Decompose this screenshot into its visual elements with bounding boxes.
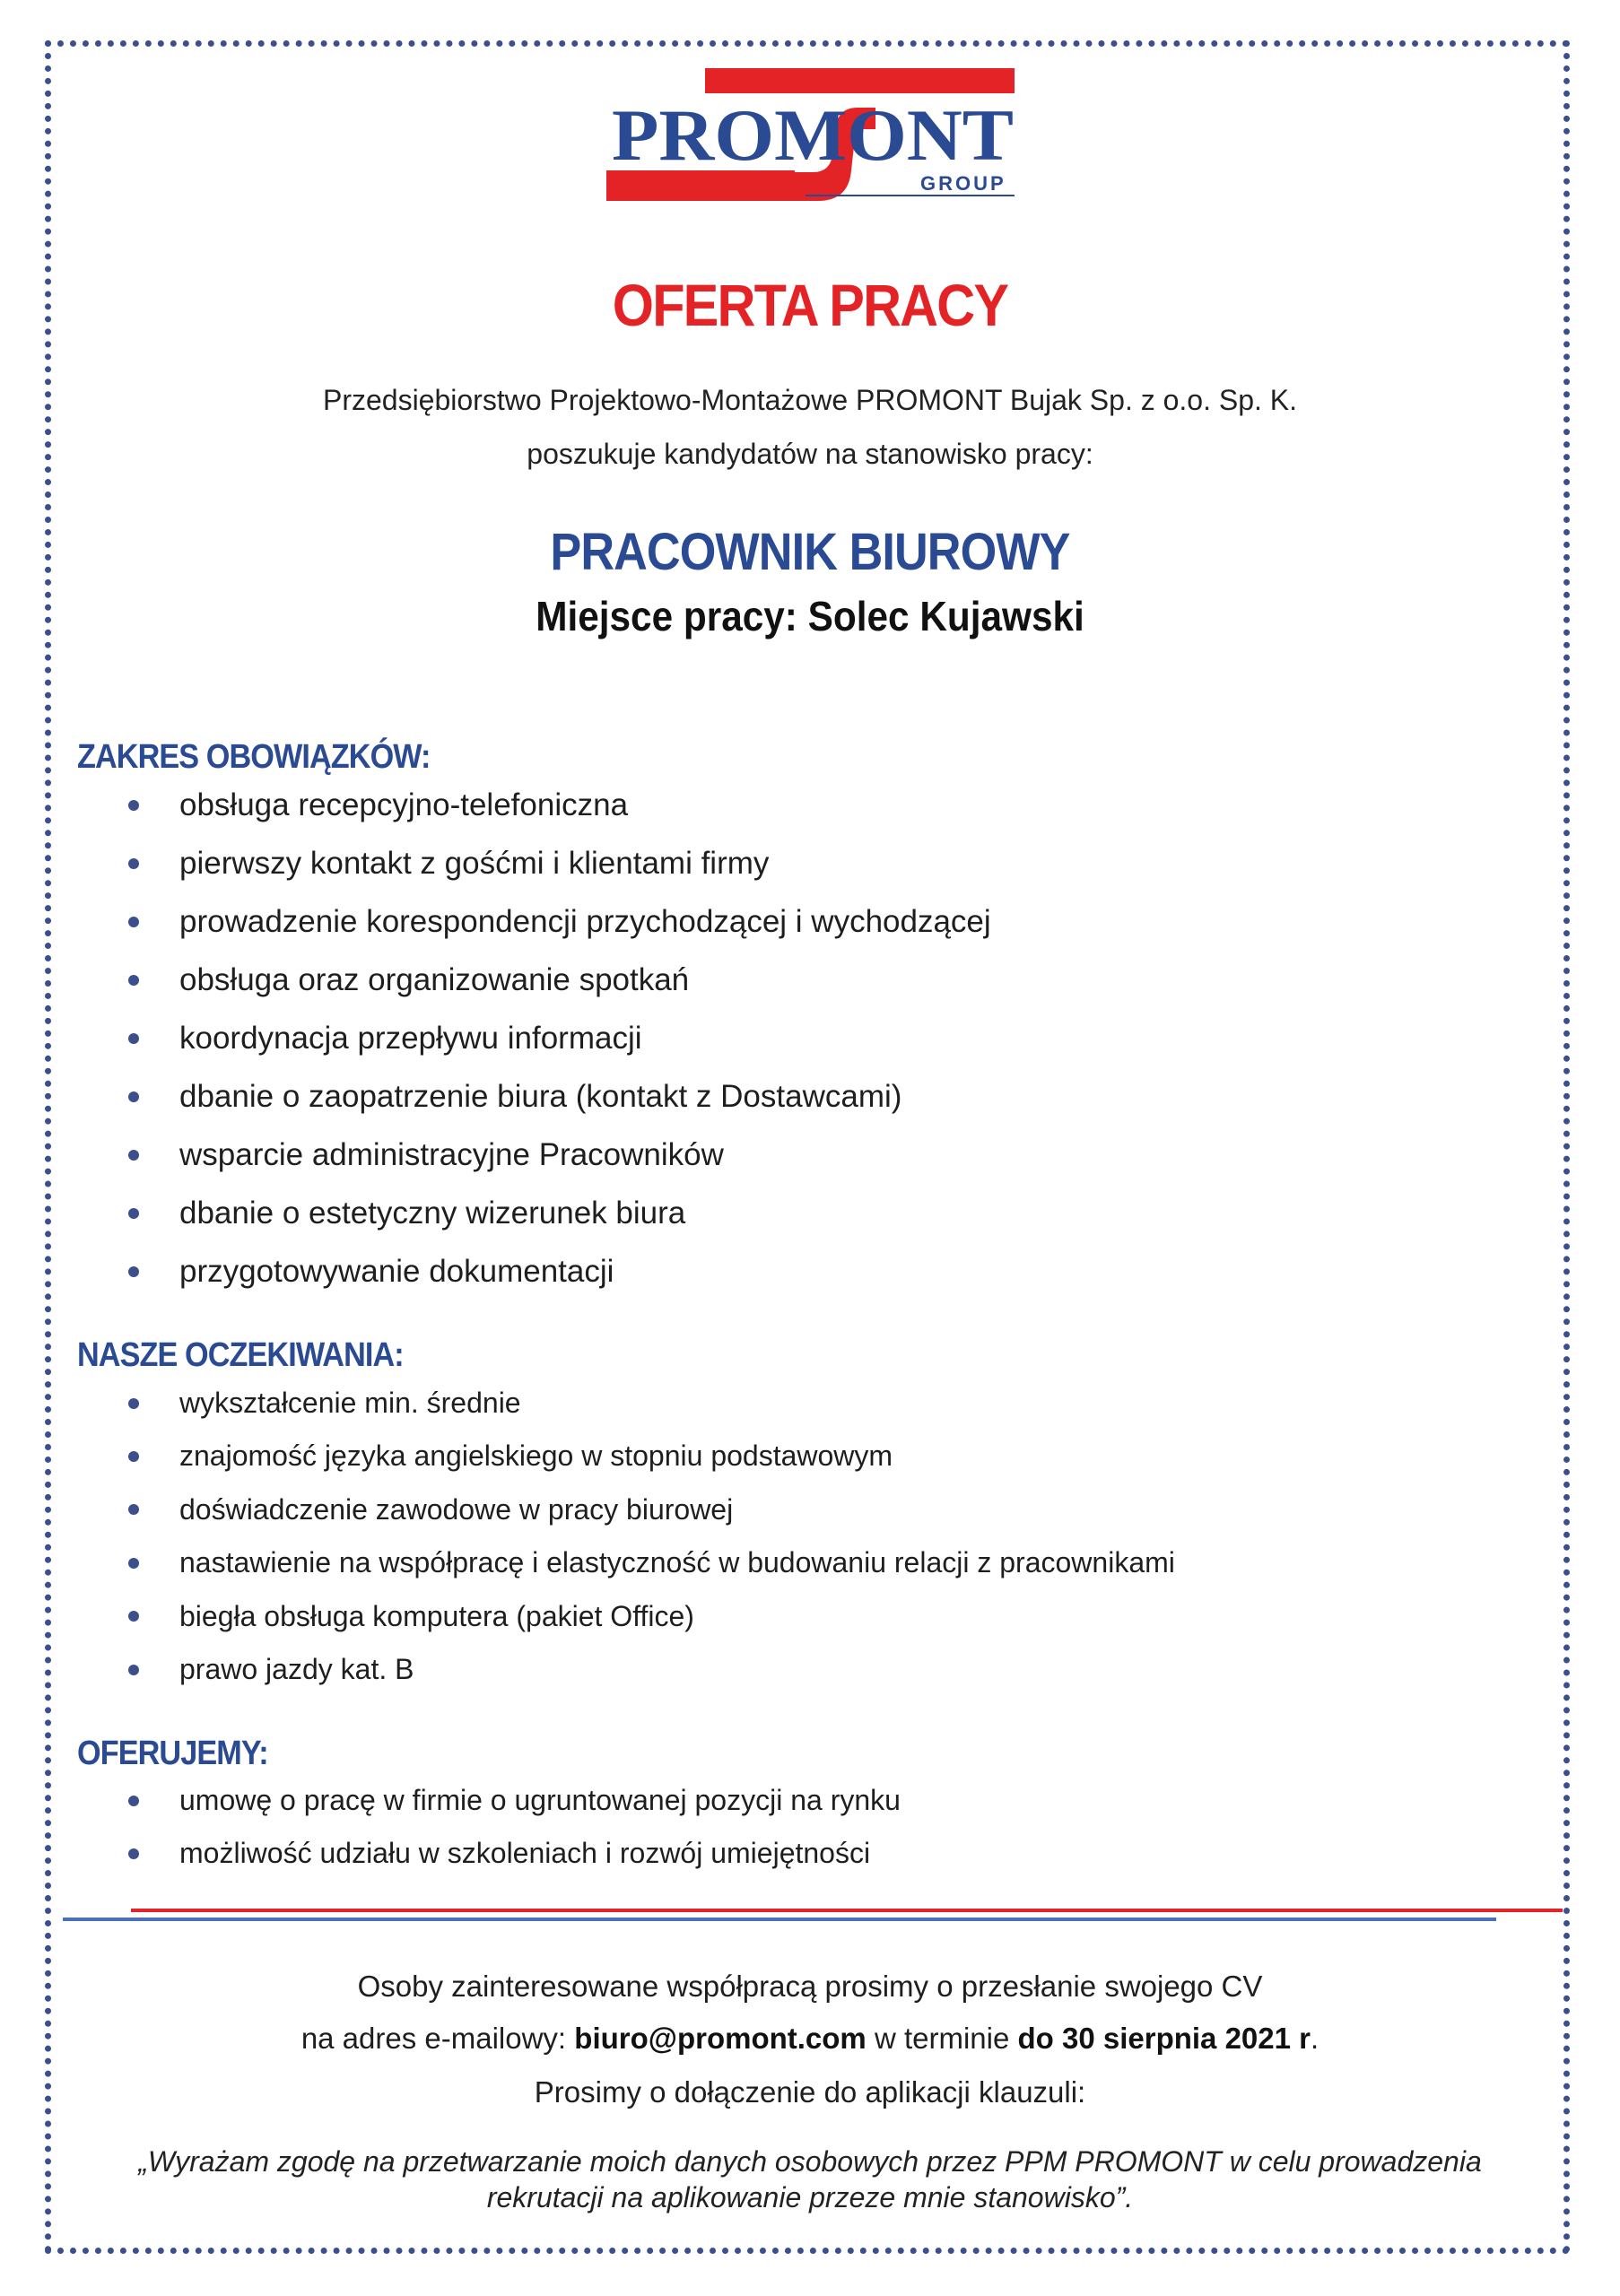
list-item: biegła obsługa komputera (pakiet Office) <box>0 1590 1175 1643</box>
divider-blue <box>63 1918 1496 1921</box>
search-line: poszukuje kandydatów na stanowisko pracy: <box>527 438 1093 470</box>
list-item: przygotowywanie dokumentacji <box>0 1242 991 1300</box>
divider-red <box>131 1909 1563 1912</box>
footer-line-2 <box>0 2022 1620 2056</box>
list-item: dbanie o zaopatrzenie biura (kontakt z Dostawcami) <box>0 1067 991 1126</box>
footer-line-1: Osoby zainteresowane współpracą prosimy o przesłanie swojego CV <box>357 1970 1263 2003</box>
list-item: nastawienie na współpracę i elastyczność w budowaniu relacji z pracownikami <box>0 1536 1175 1589</box>
list-item: pierwszy kontakt z gośćmi i klientami firmy <box>0 834 991 892</box>
list-item: dbanie o estetyczny wizerunek biura <box>0 1184 991 1242</box>
responsibilities-list <box>0 776 991 1300</box>
deadline: do 30 sierpnia 2021 r <box>1017 2022 1311 2055</box>
clause-line-1: „Wyrażam zgodę na przetwarzanie moich danych osobowych przez PPM PROMONT w celu prowadzenia <box>138 2145 1482 2178</box>
logo-subtitle: GROUP <box>920 172 1006 195</box>
list-item: obsługa recepcyjno-telefoniczna <box>0 776 991 834</box>
workplace-line: Miejsce pracy: Solec Kujawski <box>536 593 1084 639</box>
list-item: prawo jazdy kat. B <box>0 1643 1175 1696</box>
promont-logo <box>606 65 1019 208</box>
email-address[interactable]: biuro@promont.com <box>574 2022 867 2055</box>
expectations-heading: NASZE OCZEKIWANIA: <box>77 1336 404 1374</box>
offer-title: OFERTA PRACY <box>612 272 1008 338</box>
company-line: Przedsiębiorstwo Projektowo-Montażowe PROMONT Bujak Sp. z o.o. Sp. K. <box>322 384 1298 416</box>
email-prefix: na adres e-mailowy: <box>300 2022 575 2055</box>
responsibilities-heading: ZAKRES OBOWIĄZKÓW: <box>77 738 431 776</box>
list-item: doświadczenie zawodowe w pracy biurowej <box>0 1483 1175 1536</box>
position-title: PRACOWNIK BIUROWY <box>550 523 1070 581</box>
list-item: prowadzenie korespondencji przychodzącej i wychodzącej <box>0 892 991 951</box>
list-item: znajomość języka angielskiego w stopniu podstawowym <box>0 1430 1175 1483</box>
list-item: koordynacja przepływu informacji <box>0 1009 991 1067</box>
clause-line-2: rekrutacji na aplikowanie przeze mnie stanowisko”. <box>486 2181 1134 2213</box>
expectations-list <box>0 1377 1175 1696</box>
list-item: wykształcenie min. średnie <box>0 1377 1175 1430</box>
list-item: możliwość udziału w szkoleniach i rozwój umiejętności <box>0 1827 901 1880</box>
logo-bar-top <box>705 68 1015 93</box>
list-item: umowę o pracę w firmie o ugruntowanej pozycji na rynku <box>0 1774 901 1827</box>
deadline-suffix: . <box>1311 2022 1320 2055</box>
list-item: wsparcie administracyjne Pracowników <box>0 1126 991 1184</box>
logo-wordmark: PROMONT <box>612 94 1014 176</box>
consent-clause <box>0 2144 1620 2215</box>
deadline-prefix: w terminie <box>866 2022 1018 2055</box>
offer-heading: OFERUJEMY: <box>77 1735 268 1772</box>
footer-line-3: Prosimy o dołączenie do aplikacji klauzuli: <box>534 2075 1086 2109</box>
list-item: obsługa oraz organizowanie spotkań <box>0 951 991 1009</box>
offer-list <box>0 1774 901 1881</box>
